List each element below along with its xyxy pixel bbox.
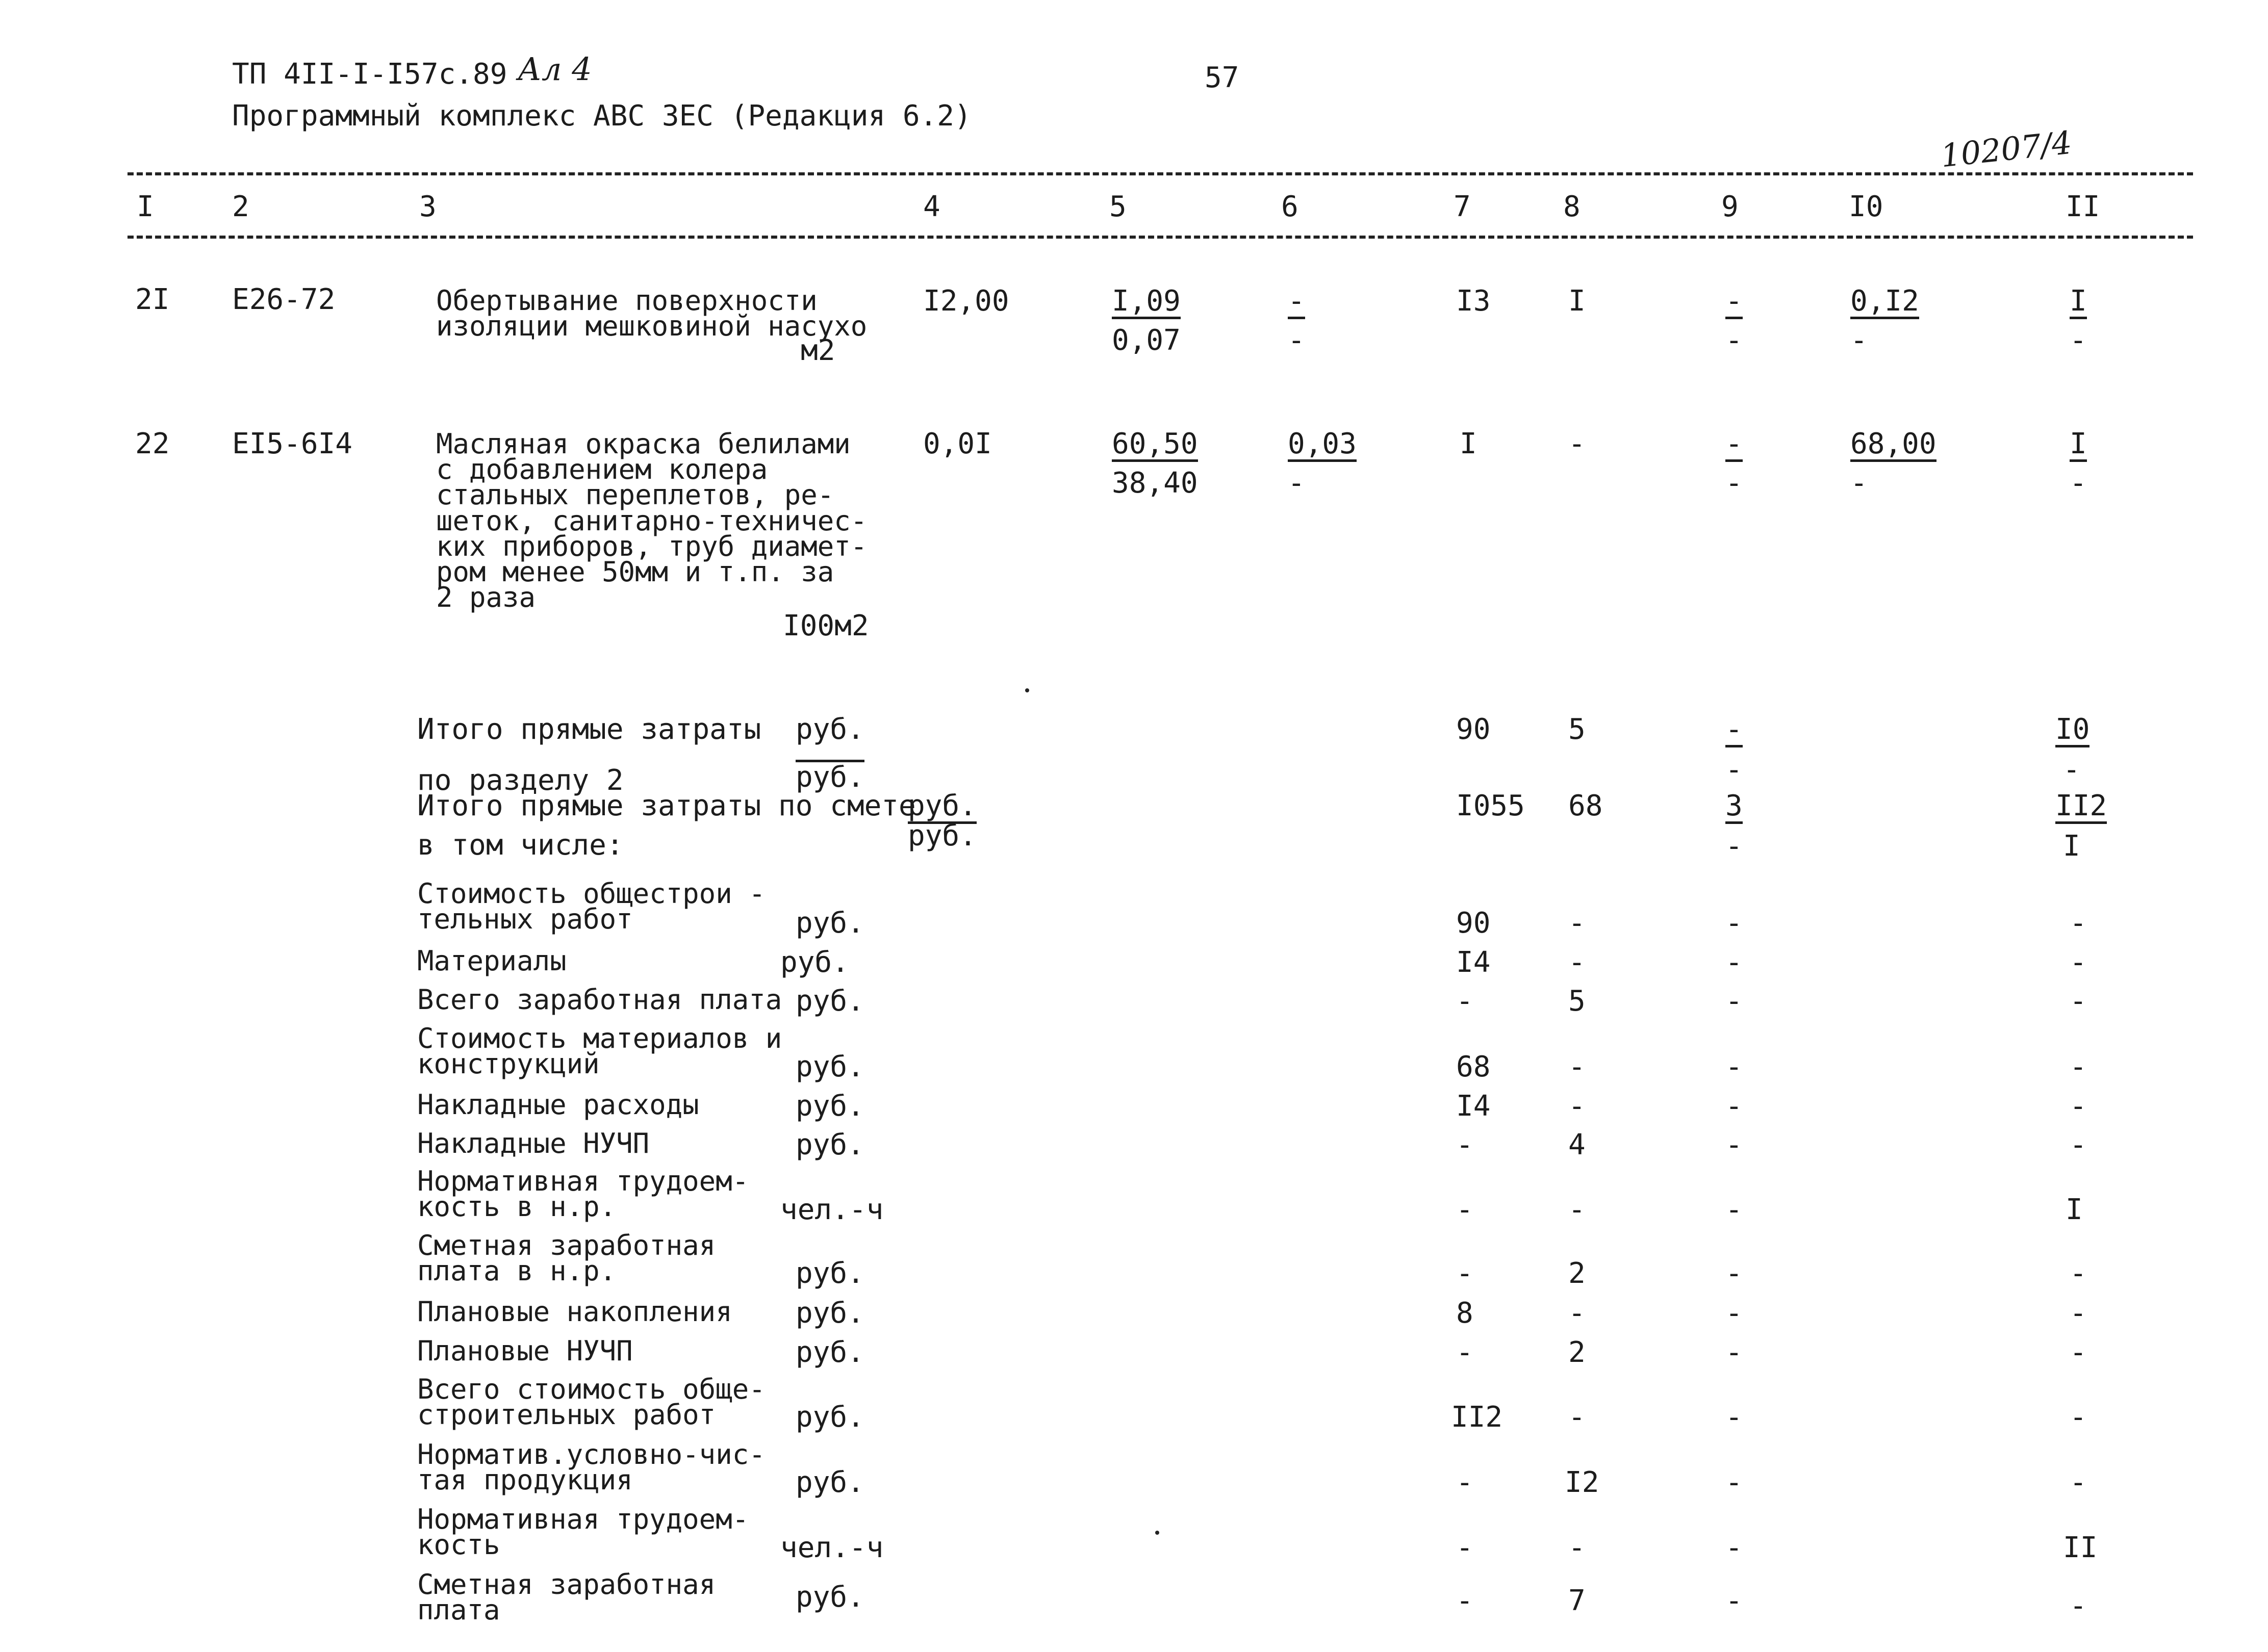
total-label-continued: в том числе: [417,829,624,862]
cell-col9-bottom: - [1725,467,1743,500]
cell-col8: 5 [1568,713,1586,746]
cell-col8: - [1568,1090,1586,1123]
cell-col9: - [1725,1257,1743,1290]
breakdown-label: Норматив.условно-чис- тая продукция [417,1438,766,1496]
cell-col6-bottom: - [1288,324,1305,357]
breakdown-label: Всего заработная плата [417,984,782,1016]
cell-col11: - [2070,1257,2087,1290]
cell-col7: I [1460,427,1477,460]
total-label-continued: по разделу 2 [417,764,624,797]
cell-col6-top: 0,03 [1288,430,1357,462]
cell-col8: 2 [1568,1336,1586,1369]
row-code: Е26-72 [232,283,336,316]
cell-col9-bottom: - [1725,830,1743,863]
breakdown-unit: руб. [796,907,864,940]
cell-col10-bottom: - [1850,467,1868,500]
breakdown-label: Нормативная трудоем- кость в н.р. [417,1165,749,1223]
cell-col7: 90 [1456,907,1491,940]
breakdown-unit: руб. [796,1466,864,1499]
cell-col7: - [1456,1193,1473,1226]
document-code: ТП 4II-I-I57с.89 [232,58,507,91]
cell-col11: II [2063,1531,2098,1564]
cell-col9: - [1725,907,1743,940]
cell-col7: 90 [1456,713,1491,746]
cell-col9-bottom: - [1725,324,1743,357]
cell-col10-top: 0,I2 [1850,287,1919,319]
cell-col8: I2 [1565,1466,1599,1499]
row-number: 2I [135,283,170,316]
breakdown-unit: руб. [796,1050,864,1083]
column-header: 5 [1109,190,1127,223]
cell-col9: - [1725,985,1743,1018]
cell-col8: - [1568,1401,1586,1434]
cell-col8: - [1568,1531,1586,1564]
total-unit-bottom: руб. [908,819,977,853]
cell-col8: - [1568,427,1586,460]
cell-col11-bottom: - [2070,467,2087,500]
cell-col5-bottom: 38,40 [1112,467,1198,500]
cell-col11: - [2070,907,2087,940]
breakdown-unit: руб. [780,946,849,979]
row-unit: м2 [801,334,835,367]
cell-col9-bottom: - [1725,753,1743,786]
speck [1025,688,1029,692]
cell-col7: - [1456,1466,1473,1499]
cell-col8: - [1568,1297,1586,1330]
breakdown-unit: руб. [796,1401,864,1434]
cell-col8: I [1568,285,1586,318]
cell-col11: - [2070,985,2087,1018]
cell-col11: - [2070,1090,2087,1123]
row-description: Обертывание поверхности изоляции мешковиной насухо [436,285,868,343]
cell-col11: - [2070,1050,2087,1083]
breakdown-label: Стоимость материалов и конструкций [417,1022,782,1080]
total-unit-bottom: руб. [796,761,864,794]
page-number: 57 [1205,61,1239,94]
breakdown-unit: руб. [796,1581,864,1614]
header-rule-top [128,172,2193,175]
header-rule-bottom [128,236,2193,239]
cell-col11-bottom: - [2070,324,2087,357]
cell-col7: - [1456,1257,1473,1290]
column-header: I [137,190,154,223]
column-header: 6 [1281,190,1298,223]
cell-col9: - [1725,1584,1743,1617]
column-header: 4 [923,190,940,223]
row-quantity: I2,00 [923,285,1009,318]
total-label: Итого прямые затраты [417,713,761,746]
cell-col7: I055 [1456,789,1525,822]
cell-col11-top: I [2070,287,2087,319]
cell-col11: - [2070,1401,2087,1434]
cell-col9: - [1725,1531,1743,1564]
cell-col7: II2 [1451,1401,1503,1434]
row-unit: I00м2 [783,609,869,642]
cell-col9-top: 3 [1725,792,1743,824]
cell-col7: I4 [1456,946,1491,979]
cell-col11: - [2070,1336,2087,1369]
cell-col7: - [1456,985,1473,1018]
cell-col10-top: 68,00 [1850,430,1936,462]
breakdown-label: Нормативная трудоем- кость [417,1503,749,1561]
breakdown-label: Материалы [417,945,567,977]
breakdown-unit: руб. [796,1297,864,1330]
handwritten-album-note: Ал 4 [518,50,592,88]
handwritten-reference: 10207/4 [1939,123,2074,175]
cell-col9: - [1725,1050,1743,1083]
cell-col7: I3 [1456,285,1491,318]
column-header: 7 [1454,190,1471,223]
cell-col11-top: I [2070,430,2087,462]
cell-col11: - [2070,1128,2087,1161]
row-quantity: 0,0I [923,427,992,460]
cell-col9-top: - [1725,430,1743,462]
cell-col9-top: - [1725,287,1743,319]
breakdown-unit: руб. [796,985,864,1018]
cell-col6-bottom: - [1288,467,1305,500]
column-header: 2 [232,190,249,223]
cell-col11: - [2070,1466,2087,1499]
cell-col9: - [1725,1401,1743,1434]
cell-col7: I4 [1456,1090,1491,1123]
breakdown-unit: руб. [796,1336,864,1369]
cell-col11-top: I0 [2055,715,2089,747]
cell-col11: - [2070,1297,2087,1330]
column-header: 3 [419,190,437,223]
cell-col9: - [1725,1297,1743,1330]
cell-col8: - [1568,1193,1586,1226]
cell-col5-top: I,09 [1112,287,1181,319]
cell-col11: - [2070,1589,2087,1622]
cell-col5-bottom: 0,07 [1112,324,1181,357]
breakdown-label: Сметная заработная плата в н.р. [417,1229,716,1287]
breakdown-unit: чел.-ч [780,1193,884,1226]
column-header: 8 [1563,190,1581,223]
breakdown-label: Плановые НУЧП [417,1335,633,1367]
cell-col8: 7 [1568,1584,1586,1617]
cell-col7: - [1456,1584,1473,1617]
cell-col11-bottom: I [2063,830,2080,863]
breakdown-label: Сметная заработная плата [417,1568,716,1627]
cell-col9: - [1725,1193,1743,1226]
cell-col8: - [1568,1050,1586,1083]
column-header: 9 [1721,190,1739,223]
total-unit-top: руб. [796,713,864,746]
cell-col9: - [1725,1466,1743,1499]
column-header: I0 [1849,190,1883,223]
cell-col8: - [1568,907,1586,940]
cell-col9: - [1725,1128,1743,1161]
cell-col8: 2 [1568,1257,1586,1290]
cell-col8: 5 [1568,985,1586,1018]
cell-col10-bottom: - [1850,324,1868,357]
breakdown-label: Накладные НУЧП [417,1127,650,1159]
total-label: Итого прямые затраты по смете [417,789,916,822]
breakdown-unit: руб. [796,1090,864,1123]
cell-col11: I [2066,1193,2083,1226]
row-code: ЕI5-6I4 [232,427,353,460]
cell-col11-bottom: - [2063,753,2080,786]
cell-col9-top: - [1725,715,1743,747]
breakdown-label: Всего стоимость обще- строительных работ [417,1373,766,1431]
breakdown-label: Накладные расходы [417,1089,699,1121]
cell-col7: - [1456,1531,1473,1564]
cell-col7: 68 [1456,1050,1491,1083]
cell-col8: - [1568,946,1586,979]
cell-col7: - [1456,1336,1473,1369]
program-title: Программный комплекс АВС 3ЕС (Редакция 6.2) [232,99,972,133]
cell-col5-top: 60,50 [1112,430,1198,462]
total-unit-top: руб. [908,792,977,824]
cell-col11-top: II2 [2055,792,2107,824]
row-description: Масляная окраска белилами с добавлением колера стальных переплетов, ре- шеток, санитарно-техничес- ких приборов, труб диамет- ром менее 50мм и т.п. за 2 раза [436,428,868,614]
breakdown-unit: руб. [796,1128,864,1161]
cell-col9: - [1725,1090,1743,1123]
row-number: 22 [135,427,170,460]
cell-col9: - [1725,946,1743,979]
cell-col9: - [1725,1336,1743,1369]
cell-col11: - [2070,946,2087,979]
breakdown-unit: руб. [796,1257,864,1290]
breakdown-unit: чел.-ч [780,1531,884,1564]
breakdown-label: Стоимость общестрои - тельных работ [417,877,766,936]
cell-col7: - [1456,1128,1473,1161]
column-header: II [2066,190,2100,223]
cell-col8: 68 [1568,789,1603,822]
cell-col6-top: - [1288,287,1305,319]
cell-col8: 4 [1568,1128,1586,1161]
speck [1155,1531,1159,1535]
cell-col7: 8 [1456,1297,1473,1330]
breakdown-label: Плановые накопления [417,1296,732,1328]
